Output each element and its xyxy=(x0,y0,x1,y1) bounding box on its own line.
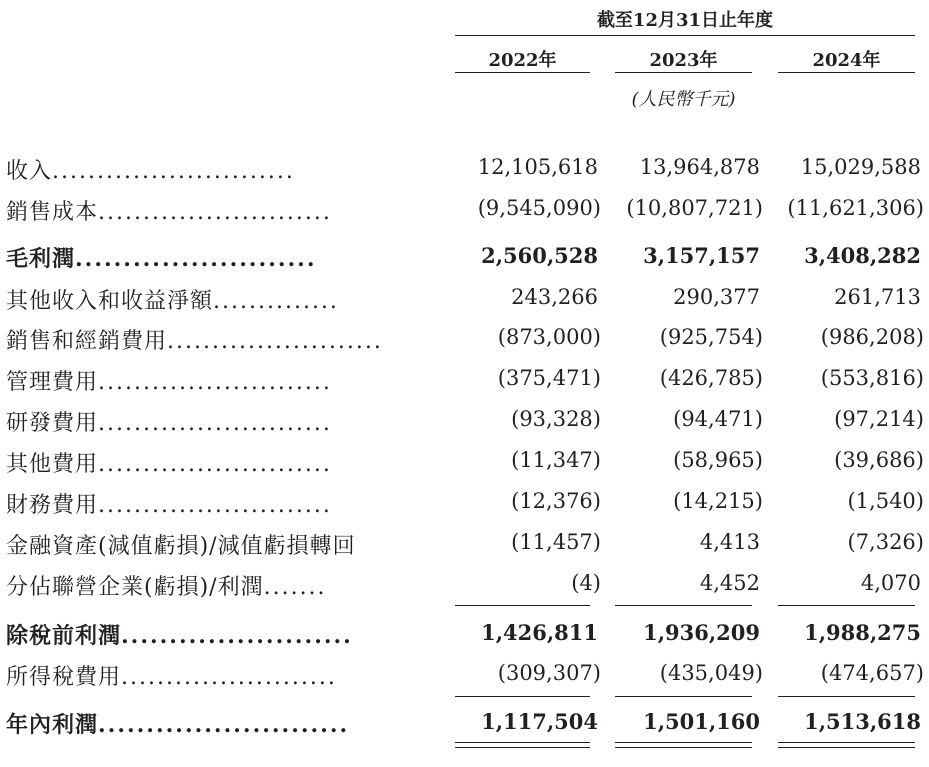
table-row xyxy=(0,150,929,186)
table-row xyxy=(0,525,929,561)
value-2022: 12,105,618 xyxy=(477,155,598,179)
value-2023: (58,965) xyxy=(673,448,763,472)
value-2022: 1,426,811 xyxy=(481,620,598,645)
table-row-total xyxy=(0,704,929,740)
table-row xyxy=(0,566,929,602)
year-header-2024: 2024年 xyxy=(812,50,881,71)
row-label: 毛利潤 xyxy=(6,246,76,272)
leader-dots: ........................ xyxy=(121,665,337,690)
leader-dots: ....... xyxy=(263,575,327,600)
value-2024: 1,513,618 xyxy=(804,709,921,734)
value-2022: 1,117,504 xyxy=(481,709,598,734)
value-2022: (93,328) xyxy=(511,407,601,431)
leader-dots: .......................... xyxy=(98,493,332,518)
double-rule-bottom-2023 xyxy=(615,747,752,748)
period-header-underline xyxy=(455,35,915,36)
value-2024: 4,070 xyxy=(860,571,921,595)
row-label: 分佔聯營企業(虧損)/利潤 xyxy=(6,575,264,600)
double-rule-bottom-2022 xyxy=(455,747,590,748)
value-2023: (435,049) xyxy=(659,661,763,685)
total-rule-2022 xyxy=(455,696,590,697)
year-underline-2023 xyxy=(615,72,752,73)
value-2024: 3,408,282 xyxy=(804,243,921,268)
row-label: 管理費用 xyxy=(6,370,99,395)
value-2024: (39,686) xyxy=(834,448,924,472)
value-2024: (7,326) xyxy=(847,530,924,554)
row-label: 收入 xyxy=(6,159,53,184)
row-label: 年內利潤 xyxy=(6,712,99,738)
currency-unit-label: (人民幣千元) xyxy=(631,89,736,110)
double-rule-top-2024 xyxy=(778,742,915,743)
table-row-subtotal xyxy=(0,238,929,274)
leader-dots: .......................... xyxy=(98,712,350,738)
value-2023: 290,377 xyxy=(673,285,760,309)
table-row xyxy=(0,443,929,479)
value-2023: 3,157,157 xyxy=(643,243,760,268)
value-2024: (986,208) xyxy=(820,325,924,349)
leader-dots: ........................... xyxy=(52,159,295,184)
leader-dots: .......................... xyxy=(98,370,332,395)
value-2022: (11,457) xyxy=(511,530,601,554)
value-2023: 13,964,878 xyxy=(639,155,760,179)
value-2022: 2,560,528 xyxy=(481,243,598,268)
row-label: 其他收入和收益淨額 xyxy=(6,289,214,314)
table-row-subtotal xyxy=(0,615,929,651)
subtotal-rule-2022 xyxy=(455,605,590,606)
value-2023: 1,936,209 xyxy=(643,620,760,645)
row-label: 其他費用 xyxy=(6,452,99,477)
value-2023: 4,413 xyxy=(699,530,760,554)
row-label: 研發費用 xyxy=(6,411,99,436)
subtotal-rule-2024 xyxy=(778,605,915,606)
value-2023: 1,501,160 xyxy=(643,709,760,734)
row-label: 所得稅費用 xyxy=(6,665,122,690)
leader-dots: ........................ xyxy=(121,623,353,649)
table-row xyxy=(0,320,929,356)
value-2024: (1,540) xyxy=(847,489,924,513)
row-label: 除稅前利潤 xyxy=(6,623,122,649)
year-underline-2024 xyxy=(778,72,915,73)
leader-dots: .......................... xyxy=(98,200,332,225)
table-row xyxy=(0,656,929,692)
row-label: 金融資產(減值虧損)/減值虧損轉回 xyxy=(6,534,356,559)
value-2024: (11,621,306) xyxy=(787,196,924,220)
row-label: 財務費用 xyxy=(6,493,99,518)
value-2023: (10,807,721) xyxy=(626,196,763,220)
value-2023: (14,215) xyxy=(673,489,763,513)
leader-dots: ......................... xyxy=(75,246,317,272)
value-2022: (4) xyxy=(571,571,601,595)
table-row xyxy=(0,191,929,227)
period-header: 截至12月31日止年度 xyxy=(596,10,774,31)
total-rule-2023 xyxy=(615,696,752,697)
value-2023: (426,785) xyxy=(659,366,763,390)
year-underline-2022 xyxy=(455,72,590,73)
leader-dots: .......................... xyxy=(98,452,332,477)
value-2022: (375,471) xyxy=(497,366,601,390)
year-header-2022: 2022年 xyxy=(488,50,557,71)
table-row xyxy=(0,280,929,316)
table-row xyxy=(0,484,929,520)
value-2022: (11,347) xyxy=(511,448,601,472)
year-header-2023: 2023年 xyxy=(649,50,718,71)
value-2023: (925,754) xyxy=(659,325,763,349)
table-row xyxy=(0,361,929,397)
value-2022: (309,307) xyxy=(497,661,601,685)
value-2022: (873,000) xyxy=(497,325,601,349)
value-2023: (94,471) xyxy=(673,407,763,431)
value-2024: (97,214) xyxy=(834,407,924,431)
value-2023: 4,452 xyxy=(699,571,760,595)
leader-dots: ........................ xyxy=(167,329,383,354)
row-label: 銷售成本 xyxy=(6,200,99,225)
leader-dots: .............. xyxy=(213,289,339,314)
total-rule-2024 xyxy=(778,696,915,697)
value-2024: 15,029,588 xyxy=(800,155,921,179)
value-2022: (9,545,090) xyxy=(477,196,601,220)
row-label: 銷售和經銷費用 xyxy=(6,329,168,354)
double-rule-top-2023 xyxy=(615,742,752,743)
table-row xyxy=(0,402,929,438)
value-2024: (474,657) xyxy=(820,661,924,685)
leader-dots: .......................... xyxy=(98,411,332,436)
value-2022: 243,266 xyxy=(511,285,598,309)
value-2024: (553,816) xyxy=(820,366,924,390)
double-rule-top-2022 xyxy=(455,742,590,743)
value-2024: 1,988,275 xyxy=(804,620,921,645)
value-2022: (12,376) xyxy=(511,489,601,513)
subtotal-rule-2023 xyxy=(615,605,752,606)
double-rule-bottom-2024 xyxy=(778,747,915,748)
value-2024: 261,713 xyxy=(834,285,921,309)
